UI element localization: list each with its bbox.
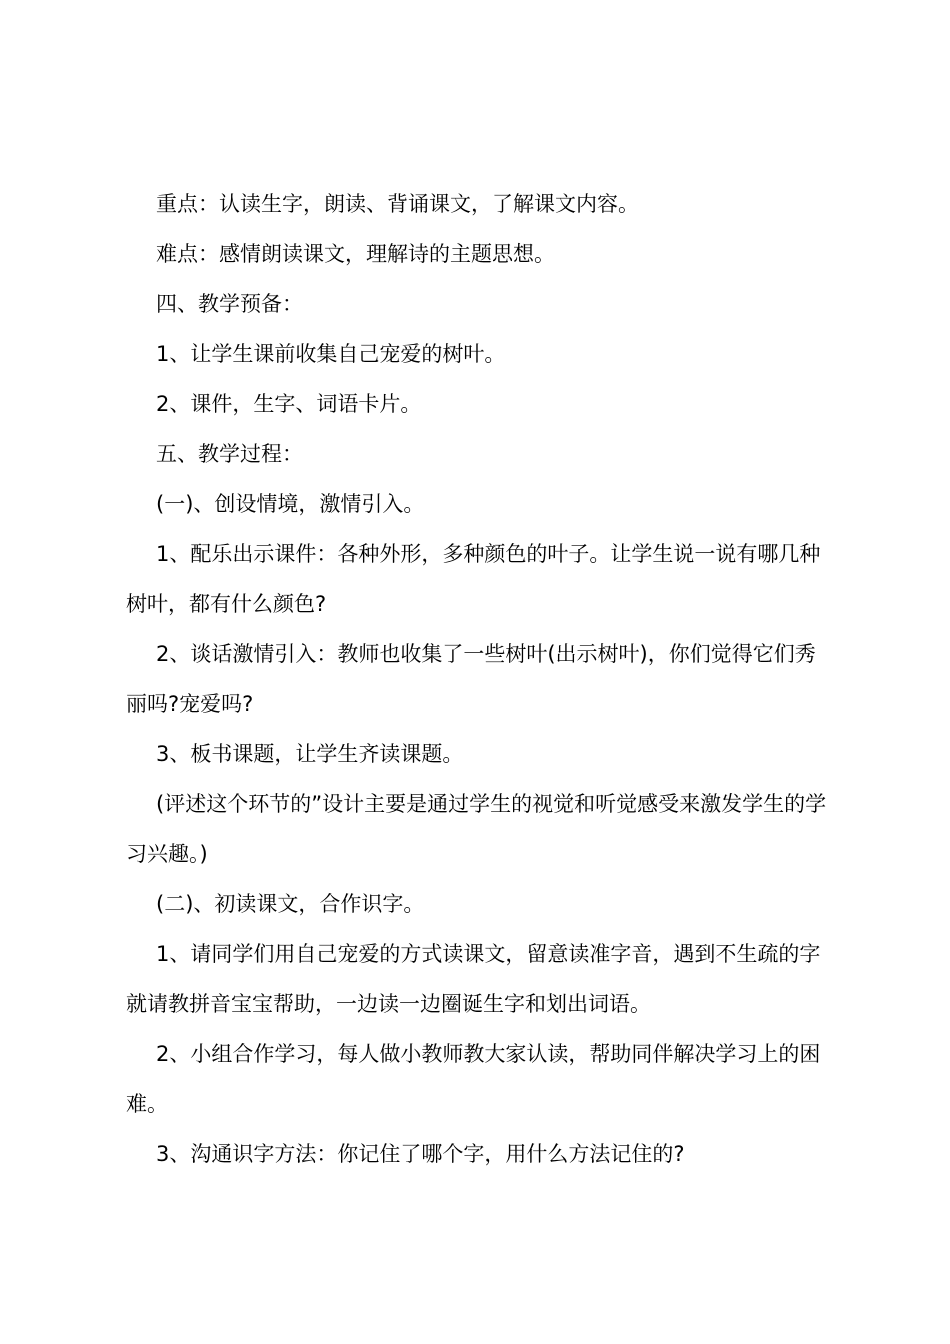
section-heading-process: 五、教学过程： — [156, 442, 303, 466]
paragraph-step-2-1: 1、请同学们用自己宠爱的方式读课文，留意读准字音，遇到不生疏的字就请教拼音宝宝帮助，一边读一边圈诞生字和划出词语。 — [126, 942, 821, 1016]
paragraph-step-1-1: 1、配乐出示课件：各种外形，多种颜色的叶子。让学生说一说有哪几种树叶，都有什么颜色? — [126, 542, 821, 616]
paragraph-prep-1: 1、让学生课前收集自己宠爱的树叶。 — [156, 342, 506, 366]
paragraph-step-2-2: 2、小组合作学习，每人做小教师教大家认读，帮助同伴解决学习上的困难。 — [126, 1042, 821, 1116]
section-heading-preparation: 四、教学预备： — [156, 292, 303, 316]
paragraph-commentary: (评述这个环节的”设计主要是通过学生的视觉和听觉感受来激发学生的学习兴趣。) — [126, 792, 827, 866]
paragraph-difficulties: 难点：感情朗读课文，理解诗的主题思想。 — [156, 242, 555, 266]
subsection-heading-1: (一)、创设情境，激情引入。 — [156, 492, 425, 516]
paragraph-step-1-3: 3、板书课题，让学生齐读课题。 — [156, 742, 464, 766]
paragraph-step-1-2: 2、谈话激情引入：教师也收集了一些树叶(出示树叶)，你们觉得它们秀丽吗?宠爱吗? — [126, 642, 816, 716]
paragraph-prep-2: 2、课件，生字、词语卡片。 — [156, 392, 422, 416]
subsection-heading-2: (二)、初读课文，合作识字。 — [156, 892, 425, 916]
paragraph-step-2-3: 3、沟通识字方法：你记住了哪个字，用什么方法记住的? — [156, 1142, 685, 1166]
paragraph-key-points: 重点：认读生字，朗读、背诵课文，了解课文内容。 — [156, 192, 639, 216]
document-body — [126, 179, 832, 1179]
